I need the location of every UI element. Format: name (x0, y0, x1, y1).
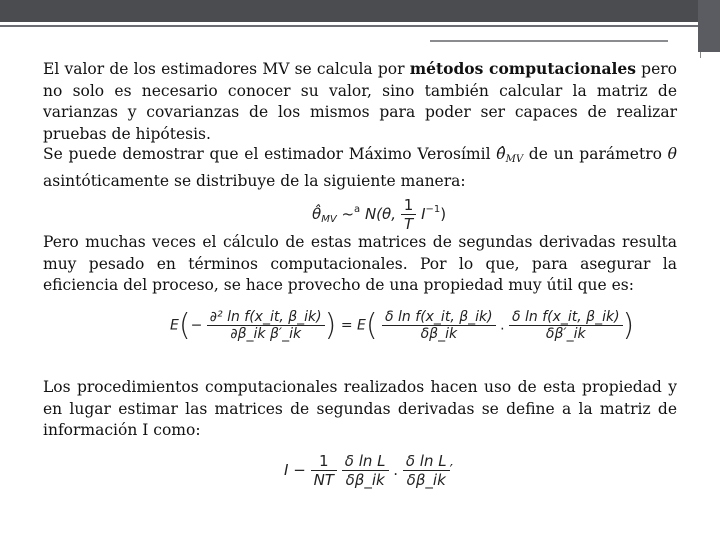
formula-asymptotic-distribution: $\thetâ_{MV}$ ~$^a$ N(θ, $\frac{1}{T}$ $I^{-1}$) (312, 196, 447, 233)
formula-information-equality: E(− $\frac{\text{∂² ln f(x\_it, β\_ik)}}{\text{∂β\_ik β′\_ik}}$ ) = E( $\frac{\text{δ ln f(x\_it, β\_ik)}}{\delta\beta\_ik}$ . $\frac{\text{δ ln f(x\_it, β\_ik)}}{\delta\beta'\_ik}$ ) (170, 308, 635, 343)
paragraph-2-lead: Se puede demostrar que el estimador Máximo Verosímil (43, 145, 497, 163)
paragraph-1-bold: métodos computacionales (409, 59, 636, 78)
right-dark-strip (698, 0, 720, 52)
paragraph-2-tail: asintóticamente se distribuye de la siguiente manera: (43, 171, 466, 190)
paragraph-4: Los procedimientos computacionales realizados hacen uso de esta propiedad y en lugar estimar las matrices de segundas derivadas se define a la matriz de información I como: (43, 378, 677, 439)
paragraph-2 (43, 144, 677, 192)
paragraph-1 (43, 58, 677, 145)
estimator-symbol: $\thetâ_{MV}$ (496, 145, 524, 165)
formula-information-matrix: I − $\frac{1}{NT}$ $\frac{\text{δ ln L}}{\delta\beta\_ik}$ . $\frac{\text{δ ln L}}{\delta\beta\_ik}$ ′ (284, 452, 453, 489)
theta-symbol: θ (667, 145, 677, 163)
paragraph-3: Pero muchas veces el cálculo de estas matrices de segundas derivadas resulta muy pesado en términos computacionales. Por lo que, para asegurar la eficiencia del proceso, se hace provecho de una propiedad muy útil que es: (43, 233, 677, 294)
paragraph-1-lead: El valor de los estimadores MV se calcula por (43, 60, 410, 78)
paragraph-2-mid: de un parámetro (523, 145, 668, 163)
paragraph-1-tail: pero no solo es necesario conocer su valor, sino también calcular la matriz de varianzas y covarianzas de los mismos para poder ser capaces de realizar pruebas de hipótesis. (43, 60, 678, 143)
top-rule (0, 25, 698, 27)
top-dark-bar (0, 0, 698, 22)
top-decoration (0, 0, 720, 32)
corner-tick (700, 52, 701, 58)
accent-rule (430, 40, 668, 42)
